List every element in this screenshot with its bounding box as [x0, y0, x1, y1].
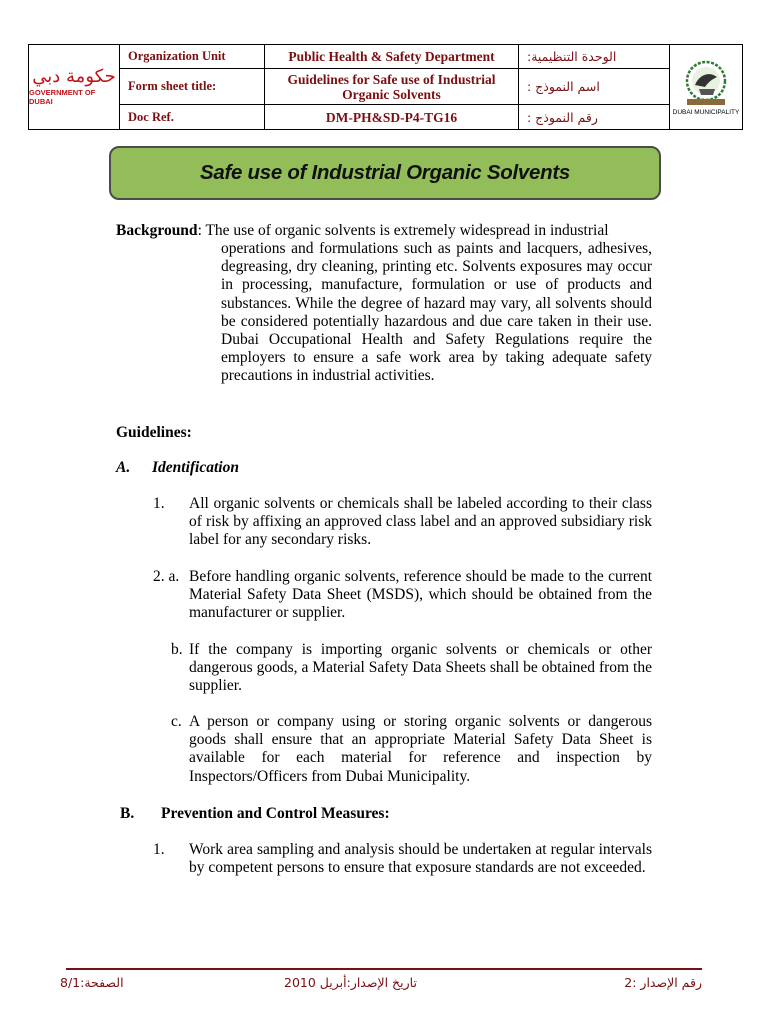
item-a1-number: 1. — [153, 495, 165, 512]
item-a2c-number: c. — [171, 713, 182, 730]
title-banner — [109, 146, 661, 200]
item-a2b-text: If the company is importing organic solvents or chemicals or other dangerous goods, a Material Safety Data Sheets shall be obtained from the supplier. — [189, 641, 652, 695]
item-a1-text: All organic solvents or chemicals shall be labeled according to their class of risk by affixing an approved class label and an approved subsidiary risk label for any secondary risks. — [189, 495, 652, 549]
background-body: operations and formulations such as paints and lacquers, adhesives, degreasing, dry cleaning, printing etc. Solvents exposures may occur in processing, manufacture, formulation or use of products and substances. While the degree of hazard may vary, all solvents should be considered potentially hazardous and due care taken in their use. Dubai Occupational Health and Safety Regulations require the employers to ensure a safe work area by taking adequate safety precautions in industrial activities. — [221, 240, 652, 385]
section-b-title: Prevention and Control Measures: — [161, 805, 390, 822]
item-b1-text: Work area sampling and analysis should be undertaken at regular intervals by competent persons to ensure that exposure standards are not exceeded. — [189, 841, 652, 877]
form-title-arabic: اسم النموذج : — [527, 79, 600, 94]
item-b1-number: 1. — [153, 841, 165, 858]
gov-logo-arabic: حكومة دبي — [32, 66, 116, 87]
org-unit-value: Public Health & Safety Department — [265, 45, 519, 68]
item-a2a-number: 2. a. — [153, 568, 180, 585]
document-header — [28, 44, 743, 130]
document-title: Safe use of Industrial Organic Solvents — [200, 161, 570, 184]
item-a2a-text: Before handling organic solvents, reference should be made to the current Material Safety Data Sheet (MSDS), which should be obtained from the manufacturer or supplier. — [189, 568, 652, 622]
government-of-dubai-logo — [29, 45, 120, 129]
header-fields — [120, 45, 669, 129]
item-a2b-number: b. — [171, 641, 183, 658]
item-a2c-text: A person or company using or storing organic solvents or dangerous goods shall ensure that an appropriate Material Safety Data Sheet is available for each material for reference and inspection by Inspectors/Officers from Dubai Municipality. — [189, 713, 652, 785]
dm-logo-english: DUBAI MUNICIPALITY — [672, 108, 740, 116]
dubai-municipality-emblem-icon — [681, 59, 731, 107]
form-title-label: Form sheet title: — [120, 69, 265, 104]
header-row-form-title — [120, 69, 669, 105]
footer-divider — [66, 968, 702, 970]
section-a-letter: A. — [116, 459, 131, 476]
background-first-line — [116, 222, 652, 240]
footer-issue-number: رقم الإصدار :2 — [624, 975, 702, 990]
doc-ref-arabic: رقم النموذج : — [527, 109, 598, 125]
guidelines-heading: Guidelines: — [116, 424, 192, 441]
header-row-org-unit — [120, 45, 669, 69]
background-label: Background — [116, 222, 198, 239]
footer-issue-date: تاريخ الإصدار:أبريل 2010 — [284, 975, 417, 990]
gov-logo-english: GOVERNMENT OF DUBAI — [29, 88, 96, 106]
header-row-doc-ref — [120, 105, 669, 129]
org-unit-arabic: الوحدة التنظيمية: — [527, 49, 617, 64]
section-a-title: Identification — [152, 459, 239, 476]
doc-ref-value: DM-PH&SD-P4-TG16 — [265, 105, 519, 129]
footer-page-number: الصفحة:8/1 — [60, 975, 124, 990]
dubai-municipality-logo — [669, 45, 742, 129]
section-b-letter: B. — [120, 805, 135, 822]
background-first-text: : The use of organic solvents is extremely widespread in industrial — [197, 222, 609, 239]
form-title-value: Guidelines for Safe use of Industrial Organic Solvents — [265, 69, 519, 104]
org-unit-label: Organization Unit — [120, 45, 265, 68]
doc-ref-label: Doc Ref. — [120, 105, 265, 129]
